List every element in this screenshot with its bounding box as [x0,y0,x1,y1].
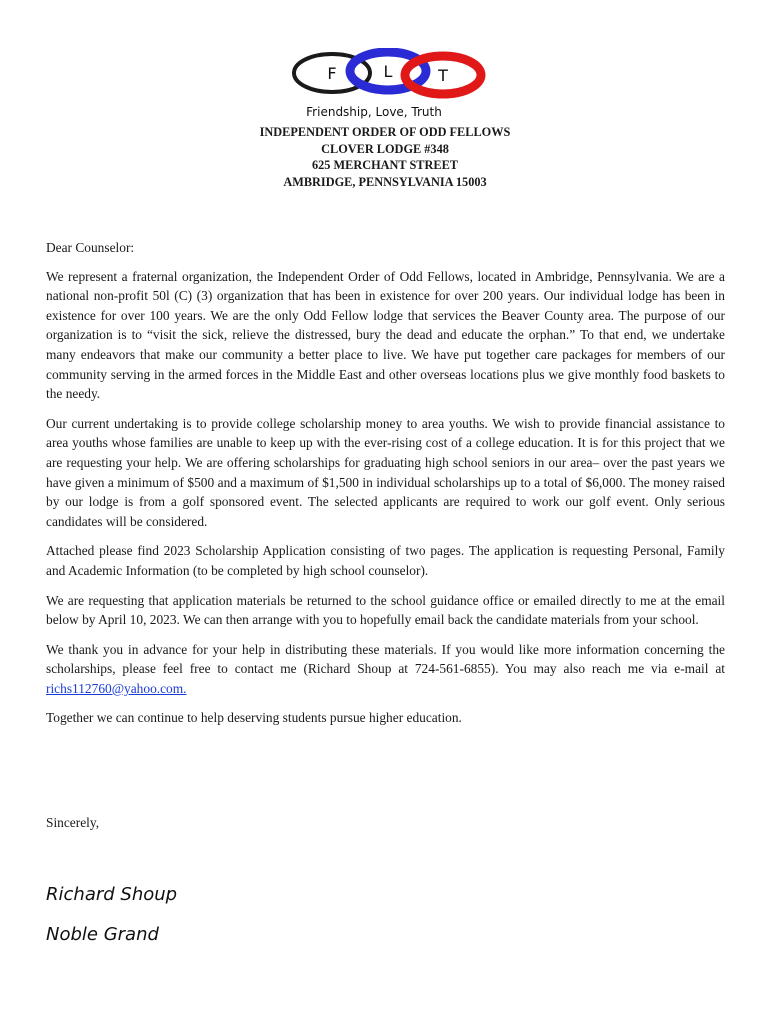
paragraph-scholarship: Our current undertaking is to provide college scholarship money to area youths. We wish to provide financial assistance to area youths whose families are unable to keep up with the ever-rising cost of a college education. It is for this project that we are requesting your help. We are offering scholarships for graduating high school seniors in our area– over the past years we have given a minimum of $500 and a maximum of $1,500 in individual scholarships up to a total of $6,000. The money raised by our lodge is from a golf sponsored event. The selected applicants are required to work our golf event. Only serious candidates will be considered. [46,415,725,529]
lodge-name: CLOVER LODGE #348 [321,141,449,156]
flt-logo [290,48,486,120]
logo-motto: Friendship, Love, Truth [306,105,442,119]
paragraph-closing-line: Together we can continue to help deserving students pursue higher education. [46,710,462,726]
logo-letter-l: L [383,62,393,81]
organization-name: INDEPENDENT ORDER OF ODD FELLOWS [259,125,511,139]
paragraph-contact [46,640,725,699]
three-links-icon [290,48,486,120]
contact-text: We thank you in advance for your help in distributing these materials. If you would like more information concerning the scholarships, please feel free to contact me (Richard Shoup at 724-561-6855). You may also reach me via e-mail at [46,641,725,677]
signature-name: Richard Shoup [46,884,178,905]
salutation: Dear Counselor: [46,240,135,255]
paragraph-application: Attached please find 2023 Scholarship Application consisting of two pages. The application is requesting Personal, Family and Academic Information (to be completed by high school counselor). [46,543,725,578]
letter-body [46,238,725,738]
street-address: 625 MERCHANT STREET [312,158,458,172]
signature-title: Noble Grand [46,924,159,945]
logo-letter-t: T [438,66,448,85]
logo-letter-f: F [327,64,337,83]
paragraph-deadline: We are requesting that application materials be returned to the school guidance office or emailed directly to me at the email below by April 10, 2023. We can then arrange with you to hopefully email back the candidate materials from your school. [46,592,725,628]
closing: Sincerely, [46,815,100,830]
email-link[interactable]: richs112760@yahoo.com. [46,680,187,696]
city-state-zip: AMBRIDGE, PENNSYLVANIA 15003 [283,174,487,189]
paragraph-organization: We represent a fraternal organization, the Independent Order of Odd Fellows, located in Ambridge, Pennsylvania. We are a national non-profit 50l (C) (3) organization that has been in existence for over 200 years. Our individual lodge has been in existence for over 100 years. We are the only Odd Fellow lodge that services the Beaver County area. The purpose of our organization is to “visit the sick, relieve the distressed, bury the dead and educate the orphan.” To that end, we undertake many endeavors that make our community a better place to live. We have put together care packages for members of our community serving in the armed forces in the Middle East and other overseas locations plus we give monthly food baskets to the needy. [46,268,725,402]
letterhead [0,124,770,190]
